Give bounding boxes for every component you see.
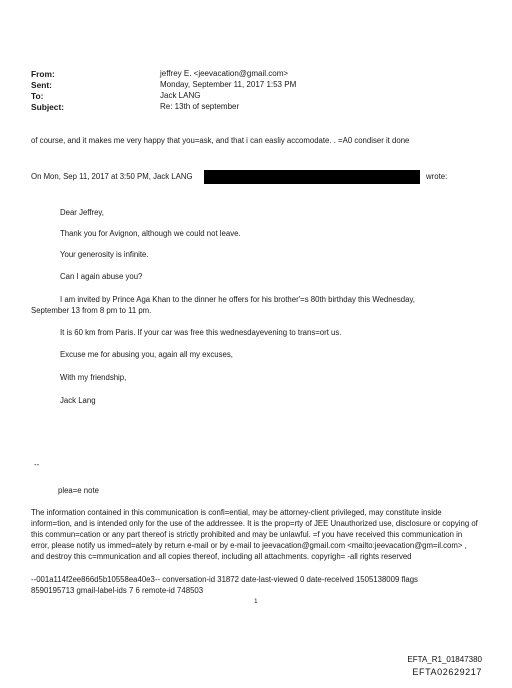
from-label: From:: [31, 69, 55, 79]
bates-stamp-2: EFTA02629217: [412, 667, 482, 677]
page-number: 1: [254, 598, 258, 605]
note-heading: plea=e note: [58, 486, 99, 495]
quoted-paragraph-2: Your generosity is infinite.: [60, 250, 149, 259]
quoted-signature: Jack Lang: [60, 396, 96, 405]
subject-label: Subject:: [31, 102, 65, 112]
subject-value: Re: 13th of september: [160, 102, 240, 111]
quoted-paragraph-1: Thank you for Avignon, although we could not leave.: [60, 229, 241, 238]
quoted-paragraph-4-line-1: I am invited by Prince Aga Khan to the dinner he offers for his brother'=s 80th birthday this Wednesday,: [60, 295, 415, 304]
signature-separator: --: [34, 460, 40, 469]
redaction-bar: [204, 170, 420, 184]
confidentiality-disclaimer: The information contained in this communication is confi=ential, may be attorney-client privileged, may constitute inside inform=tion, and is intended only for the use of the addressee. It is the prop=rty of JEE Unauthorized use, disclosure or copying of this commun=cation or any part thereof is strictly prohibited and may be unlawful. =f you have received this communication in error, please notify us immed=ately by return e-mail or by e-mail to jeevacation@gmail.com <mailto:jeevacation@gm=il.com> , and destroy this c=mmunication and all copies thereof, including all attachments. copyrigh= -all rights reserved: [31, 508, 478, 561]
quoted-paragraph-3: Can I again abuse you?: [60, 272, 143, 281]
sent-value: Monday, September 11, 2017 1:53 PM: [160, 80, 297, 89]
quote-intro-before: On Mon, Sep 11, 2017 at 3:50 PM, Jack LANG: [31, 172, 193, 181]
to-value: Jack LANG: [160, 91, 201, 100]
quoted-paragraph-6: Excuse me for abusing you, again all my excuses,: [60, 350, 233, 359]
from-value: jeffrey E. <jeevacation@gmail.com>: [160, 69, 289, 78]
quoted-greeting: Dear Jeffrey,: [60, 208, 104, 217]
quote-intro-after: wrote:: [426, 172, 448, 181]
to-label: To:: [31, 91, 44, 101]
quoted-paragraph-4-line-2: September 13 from 8 pm to 11 pm.: [31, 306, 152, 315]
quoted-paragraph-7: With my friendship,: [60, 373, 127, 382]
bates-stamp-1: EFTA_R1_01847380: [407, 655, 482, 664]
sent-label: Sent:: [31, 80, 52, 90]
reply-text: of course, and it makes me very happy that you=ask, and that i can easliy accomodate. . =A0 condiser it done: [31, 136, 410, 145]
quoted-paragraph-5: It is 60 km from Paris. If your car was free this wednesdayevening to trans=ort us.: [60, 328, 342, 337]
message-metadata: --001a114f2ee866d5b10558ea40e3-- conversation-id 31872 date-last-viewed 0 date-received 1505138009 flags 8590195713 gmail-label-ids 7 6 remote-id 748503: [31, 575, 418, 595]
